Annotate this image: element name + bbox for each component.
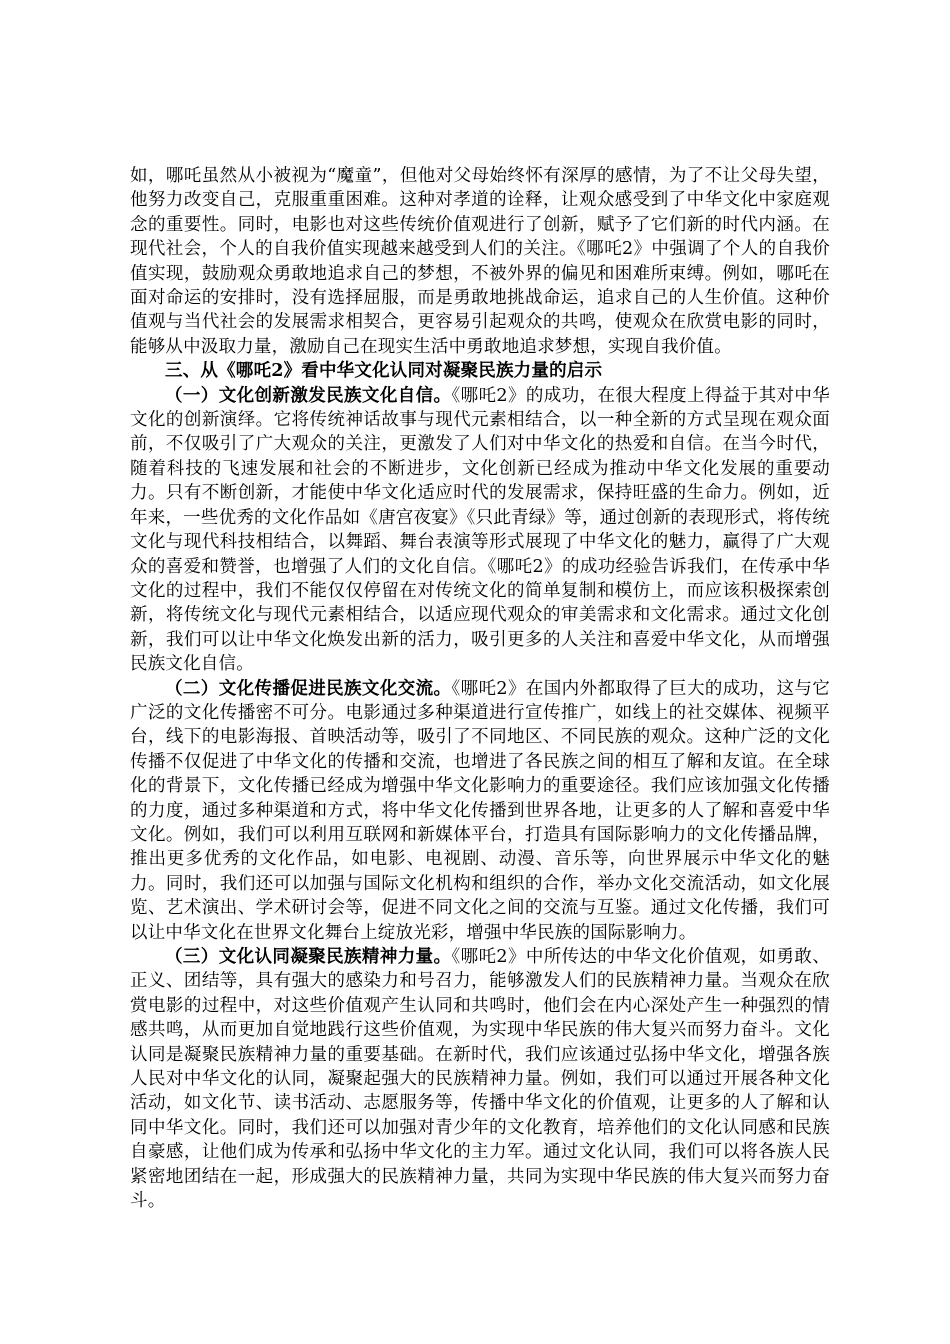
subsection-paragraph-1 [130,384,830,677]
subsection-body-3: 《哪吒2》中所传达的中华文化价值观，如勇敢、正义、团结等，具有强大的感染力和号召力，能够激发人们的民族精神力量。当观众在欣赏电影的过程中，对这些价值观产生认同和共鸣时，他们会在内心深处产生一种强烈的情感共鸣，从而更加自觉地践行这些价值观，为实现中华民族的伟大复兴而努力奋斗。文化认同是凝聚民族精神力量的重要基础。在新时代，我们应该通过弘扬中华文化，增强各族人民对中华文化的认同，凝聚起强大的民族精神力量。例如，我们可以通过开展各种文化活动，如文化节、读书活动、志愿服务等，传播中华文化的价值观，让更多的人了解和认同中华文化。同时，我们还可以加强对青少年的文化教育，培养他们的文化认同感和民族自豪感，让他们成为传承和弘扬中华文化的主力军。通过文化认同，我们可以将各族人民紧密地团结在一起，形成强大的民族精神力量，共同为实现中华民族的伟大复兴而努力奋斗。 [130,947,830,1212]
subsection-lead-1: （一）文化创新激发民族文化自信。 [165,385,452,406]
paragraph-continuation: 如，哪吒虽然从小被视为“魔童”，但他对父母始终怀有深厚的感情，为了不让父母失望，他努力改变自己，克服重重困难。这种对孝道的诠释，让观众感受到了中华文化中家庭观念的重要性。同时，电影也对这些传统价值观进行了创新，赋予了它们新的时代内涵。在现代社会，个人的自我价值实现越来越受到人们的关注。《哪吒2》中强调了个人的自我价值实现，鼓励观众勇敢地追求自己的梦想，不被外界的偏见和困难所束缚。例如，哪吒在面对命运的安排时，没有选择屈服，而是勇敢地挑战命运，追求自己的人生价值。这种价值观与当代社会的发展需求相契合，更容易引起观众的共鸣，使观众在欣赏电影的同时，能够从中汲取力量，激励自己在现实生活中勇敢地追求梦想，实现自我价值。 [130,166,830,357]
subsection-paragraph-3 [130,945,830,1213]
section-heading: 三、从《哪吒2》看中华文化认同对凝聚民族力量的启示 [165,361,603,382]
subsection-paragraph-2 [130,677,830,945]
subsection-lead-3: （三）文化认同凝聚民族精神力量。 [165,947,452,967]
subsection-lead-2: （二）文化传播促进民族文化交流。 [165,678,452,699]
document-page [130,164,830,1213]
subsection-body-1: 《哪吒2》的成功，在很大程度上得益于其对中华文化的创新演绎。它将传统神话故事与现代元素相结合，以一种全新的方式呈现在观众面前，不仅吸引了广大观众的关注，更激发了人们对中华文化的热爱和自信。在当今时代，随着科技的飞速发展和社会的不断进步，文化创新已经成为推动中华文化发展的重要动力。只有不断创新，才能使中华文化适应时代的发展需求，保持旺盛的生命力。例如，近年来，一些优秀的文化作品如《唐宫夜宴》《只此青绿》等，通过创新的表现形式，将传统文化与现代科技相结合，以舞蹈、舞台表演等形式展现了中华文化的魅力，赢得了广大观众的喜爱和赞誉，也增强了人们的文化自信。《哪吒2》的成功经验告诉我们，在传承中华文化的过程中，我们不能仅仅停留在对传统文化的简单复制和模仿上，而应该积极探索创新，将传统文化与现代元素相结合，以适应现代观众的审美需求和文化需求。通过文化创新，我们可以让中华文化焕发出新的活力，吸引更多的人关注和喜爱中华文化，从而增强民族文化自信。 [130,385,830,675]
subsection-body-2: 《哪吒2》在国内外都取得了巨大的成功，这与它广泛的文化传播密不可分。电影通过多种渠道进行宣传推广，如线上的社交媒体、视频平台，线下的电影海报、首映活动等，吸引了不同地区、不同民族的观众。这种广泛的文化传播不仅促进了中华文化的传播和交流，也增进了各民族之间的相互了解和友谊。在全球化的背景下，文化传播已经成为增强中华文化影响力的重要途径。我们应该加强文化传播的力度，通过多种渠道和方式，将中华文化传播到世界各地，让更多的人了解和喜爱中华文化。例如，我们可以利用互联网和新媒体平台，打造具有国际影响力的文化传播品牌，推出更多优秀的文化作品，如电影、电视剧、动漫、音乐等，向世界展示中华文化的魅力。同时，我们还可以加强与国际文化机构和组织的合作，举办文化交流活动，如文化展览、艺术演出、学术研讨会等，促进不同文化之间的交流与互鉴。通过文化传播，我们可以让中华文化在世界文化舞台上绽放光彩，增强中华民族的国际影响力。 [130,678,830,943]
